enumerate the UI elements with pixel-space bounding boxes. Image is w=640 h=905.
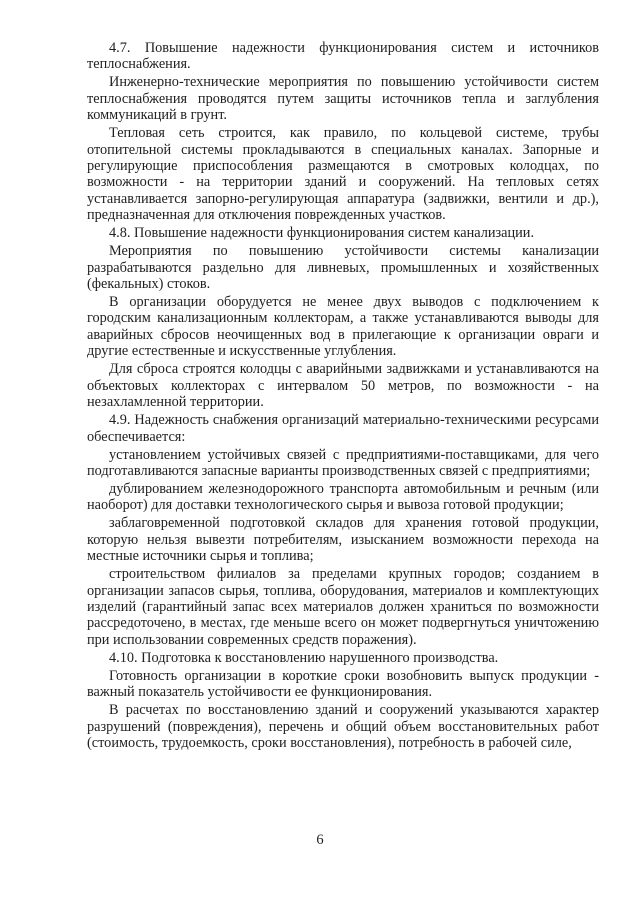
- paragraph: Мероприятия по повышению устойчивости системы канализации разрабатываются раздельно для ливневых, промышленных и хозяйственных (фекальных) стоков.: [87, 243, 599, 293]
- list-item: установлением устойчивых связей с предприятиями-поставщиками, для чего подготавливаются запасные варианты производственных связей с предприятиями;: [87, 446, 599, 479]
- paragraph: В расчетах по восстановлению зданий и сооружений указываются характер разрушений (повреждения), перечень и общий объем восстановительных работ (стоимость, трудоемкость, сроки восстановления), потребность в рабочей силе,: [87, 702, 599, 751]
- list-item: строительством филиалов за пределами крупных городов; созданием в организации запасов сырья, топлива, оборудования, материалов и комплектующих изделий (гарантийный запас всех материалов должен храниться по возможности рассредоточено, в местах, где меньше всего он может подвергнуться уничтожению при использовании современных средств поражения).: [87, 566, 599, 648]
- document-body: [87, 40, 599, 753]
- section-heading-4-8: 4.8. Повышение надежности функционирования систем канализации.: [109, 225, 535, 242]
- list-item: дублированием железнодорожного транспорта автомобильным и речным (или наоборот) для доставки технологического сырья и вывоза готовой продукции;: [87, 480, 599, 514]
- paragraph: В организации оборудуется не менее двух выводов с подключением к городским канализационным коллекторам, а также устанавливаются выводы для аварийных сбросов неочищенных вод в прилегающие к организации овраги и другие естественные и искусственные углубления.: [87, 294, 599, 360]
- paragraph: Для сброса строятся колодцы с аварийными задвижками и устанавливаются на объектовых коллекторах с интервалом 50 метров, по возможности - на незахламленной территории.: [87, 361, 599, 411]
- section-heading-4-7: 4.7. Повышение надежности функционирования систем и источников теплоснабжения.: [87, 40, 599, 73]
- paragraph: Инженерно-технические мероприятия по повышению устойчивости систем теплоснабжения проводятся путем защиты источников тепла и заглубления коммуникаций в грунт.: [87, 74, 599, 124]
- section-heading-4-9: 4.9. Надежность снабжения организаций материально-техническими ресурсами обеспечивается:: [87, 412, 599, 445]
- section-heading-4-10: 4.10. Подготовка к восстановлению нарушенного производства.: [109, 649, 499, 666]
- page-number: 6: [316, 832, 324, 848]
- list-item: заблаговременной подготовкой складов для хранения готовой продукции, которую нельзя вывезти потребителям, изысканием возможности перехода на местные источники сырья и топлива;: [87, 515, 599, 565]
- paragraph: Тепловая сеть строится, как правило, по кольцевой системе, трубы отопительной системы прокладываются в специальных каналах. Запорные и регулирующие приспособления размещаются в смотровых колодцах, по возможности - на территории зданий и сооружений. На тепловых сетях устанавливается запорно-регулирующая аппаратура (задвижки, вентили и др.), предназначенная для отключения поврежденных участков.: [87, 125, 599, 224]
- paragraph: Готовность организации в короткие сроки возобновить выпуск продукции - важный показатель устойчивости ее функционирования.: [87, 667, 599, 701]
